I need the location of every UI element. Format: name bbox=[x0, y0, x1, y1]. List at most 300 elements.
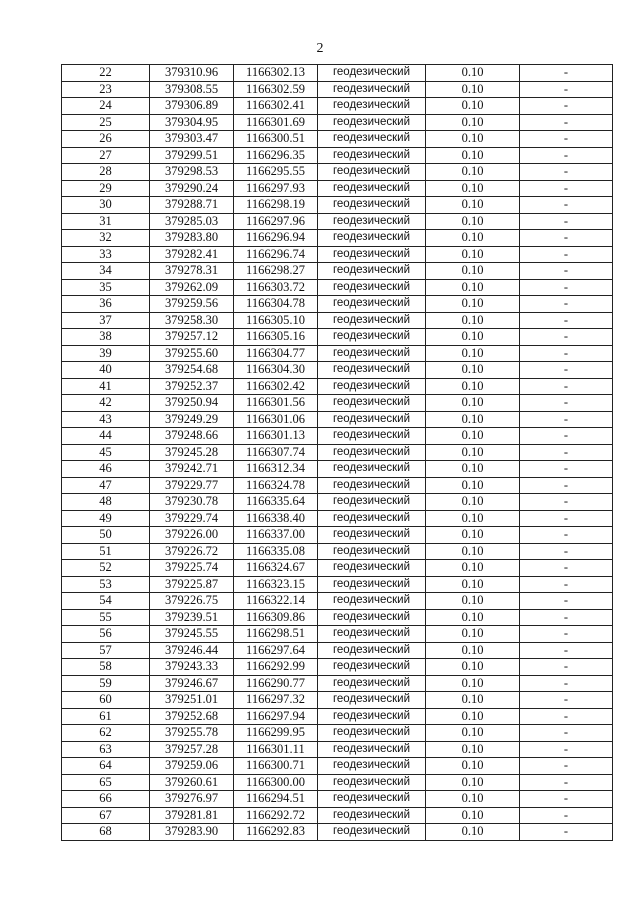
table-row bbox=[62, 98, 613, 115]
method-cell: геодезический bbox=[318, 164, 426, 181]
description-cell: - bbox=[520, 774, 613, 791]
x-coordinate-cell: 379246.67 bbox=[150, 675, 234, 692]
description-cell: - bbox=[520, 230, 613, 247]
coordinates-table-body bbox=[62, 65, 613, 841]
y-coordinate-cell: 1166300.51 bbox=[234, 131, 318, 148]
point-number-cell: 40 bbox=[62, 362, 150, 379]
method-cell: геодезический bbox=[318, 708, 426, 725]
method-cell: геодезический bbox=[318, 395, 426, 412]
point-number-cell: 46 bbox=[62, 461, 150, 478]
description-cell: - bbox=[520, 263, 613, 280]
x-coordinate-cell: 379226.00 bbox=[150, 527, 234, 544]
table-row bbox=[62, 708, 613, 725]
y-coordinate-cell: 1166324.67 bbox=[234, 560, 318, 577]
description-cell: - bbox=[520, 477, 613, 494]
x-coordinate-cell: 379281.81 bbox=[150, 807, 234, 824]
method-cell: геодезический bbox=[318, 477, 426, 494]
accuracy-cell: 0.10 bbox=[426, 626, 520, 643]
method-cell: геодезический bbox=[318, 807, 426, 824]
page-number: 2 bbox=[316, 41, 324, 56]
description-cell: - bbox=[520, 824, 613, 841]
method-cell: геодезический bbox=[318, 560, 426, 577]
point-number-cell: 36 bbox=[62, 296, 150, 313]
point-number-cell: 24 bbox=[62, 98, 150, 115]
point-number-cell: 44 bbox=[62, 428, 150, 445]
method-cell: геодезический bbox=[318, 279, 426, 296]
description-cell: - bbox=[520, 279, 613, 296]
point-number-cell: 68 bbox=[62, 824, 150, 841]
description-cell: - bbox=[520, 197, 613, 214]
table-row bbox=[62, 428, 613, 445]
method-cell: геодезический bbox=[318, 494, 426, 511]
table-row bbox=[62, 609, 613, 626]
description-cell: - bbox=[520, 213, 613, 230]
method-cell: геодезический bbox=[318, 131, 426, 148]
table-row bbox=[62, 824, 613, 841]
x-coordinate-cell: 379310.96 bbox=[150, 65, 234, 82]
y-coordinate-cell: 1166300.71 bbox=[234, 758, 318, 775]
accuracy-cell: 0.10 bbox=[426, 378, 520, 395]
y-coordinate-cell: 1166304.30 bbox=[234, 362, 318, 379]
x-coordinate-cell: 379262.09 bbox=[150, 279, 234, 296]
method-cell: геодезический bbox=[318, 411, 426, 428]
description-cell: - bbox=[520, 345, 613, 362]
table-row bbox=[62, 791, 613, 808]
x-coordinate-cell: 379276.97 bbox=[150, 791, 234, 808]
x-coordinate-cell: 379282.41 bbox=[150, 246, 234, 263]
x-coordinate-cell: 379298.53 bbox=[150, 164, 234, 181]
accuracy-cell: 0.10 bbox=[426, 312, 520, 329]
x-coordinate-cell: 379255.60 bbox=[150, 345, 234, 362]
x-coordinate-cell: 379254.68 bbox=[150, 362, 234, 379]
point-number-cell: 55 bbox=[62, 609, 150, 626]
table-row bbox=[62, 246, 613, 263]
x-coordinate-cell: 379259.06 bbox=[150, 758, 234, 775]
method-cell: геодезический bbox=[318, 593, 426, 610]
method-cell: геодезический bbox=[318, 444, 426, 461]
x-coordinate-cell: 379304.95 bbox=[150, 114, 234, 131]
table-row bbox=[62, 593, 613, 610]
method-cell: геодезический bbox=[318, 626, 426, 643]
accuracy-cell: 0.10 bbox=[426, 527, 520, 544]
x-coordinate-cell: 379225.87 bbox=[150, 576, 234, 593]
point-number-cell: 22 bbox=[62, 65, 150, 82]
point-number-cell: 50 bbox=[62, 527, 150, 544]
method-cell: геодезический bbox=[318, 642, 426, 659]
table-row bbox=[62, 560, 613, 577]
accuracy-cell: 0.10 bbox=[426, 230, 520, 247]
x-coordinate-cell: 379229.77 bbox=[150, 477, 234, 494]
point-number-cell: 59 bbox=[62, 675, 150, 692]
table-row bbox=[62, 378, 613, 395]
table-row bbox=[62, 362, 613, 379]
description-cell: - bbox=[520, 560, 613, 577]
method-cell: геодезический bbox=[318, 543, 426, 560]
table-row bbox=[62, 527, 613, 544]
point-number-cell: 39 bbox=[62, 345, 150, 362]
point-number-cell: 26 bbox=[62, 131, 150, 148]
y-coordinate-cell: 1166324.78 bbox=[234, 477, 318, 494]
table-row bbox=[62, 725, 613, 742]
table-row bbox=[62, 477, 613, 494]
y-coordinate-cell: 1166305.16 bbox=[234, 329, 318, 346]
table-row bbox=[62, 576, 613, 593]
y-coordinate-cell: 1166298.51 bbox=[234, 626, 318, 643]
y-coordinate-cell: 1166296.74 bbox=[234, 246, 318, 263]
accuracy-cell: 0.10 bbox=[426, 296, 520, 313]
accuracy-cell: 0.10 bbox=[426, 345, 520, 362]
table-row bbox=[62, 758, 613, 775]
point-number-cell: 29 bbox=[62, 180, 150, 197]
method-cell: геодезический bbox=[318, 263, 426, 280]
y-coordinate-cell: 1166301.06 bbox=[234, 411, 318, 428]
x-coordinate-cell: 379258.30 bbox=[150, 312, 234, 329]
method-cell: геодезический bbox=[318, 147, 426, 164]
method-cell: геодезический bbox=[318, 180, 426, 197]
x-coordinate-cell: 379278.31 bbox=[150, 263, 234, 280]
table-row bbox=[62, 395, 613, 412]
method-cell: геодезический bbox=[318, 609, 426, 626]
x-coordinate-cell: 379251.01 bbox=[150, 692, 234, 709]
method-cell: геодезический bbox=[318, 213, 426, 230]
accuracy-cell: 0.10 bbox=[426, 593, 520, 610]
point-number-cell: 67 bbox=[62, 807, 150, 824]
point-number-cell: 43 bbox=[62, 411, 150, 428]
description-cell: - bbox=[520, 131, 613, 148]
table-row bbox=[62, 131, 613, 148]
method-cell: геодезический bbox=[318, 510, 426, 527]
table-row bbox=[62, 180, 613, 197]
x-coordinate-cell: 379252.68 bbox=[150, 708, 234, 725]
table-row bbox=[62, 345, 613, 362]
coordinates-table bbox=[61, 64, 613, 841]
accuracy-cell: 0.10 bbox=[426, 81, 520, 98]
y-coordinate-cell: 1166301.69 bbox=[234, 114, 318, 131]
point-number-cell: 30 bbox=[62, 197, 150, 214]
y-coordinate-cell: 1166338.40 bbox=[234, 510, 318, 527]
method-cell: геодезический bbox=[318, 741, 426, 758]
accuracy-cell: 0.10 bbox=[426, 741, 520, 758]
y-coordinate-cell: 1166302.42 bbox=[234, 378, 318, 395]
point-number-cell: 66 bbox=[62, 791, 150, 808]
accuracy-cell: 0.10 bbox=[426, 98, 520, 115]
accuracy-cell: 0.10 bbox=[426, 543, 520, 560]
table-row bbox=[62, 741, 613, 758]
description-cell: - bbox=[520, 147, 613, 164]
y-coordinate-cell: 1166294.51 bbox=[234, 791, 318, 808]
description-cell: - bbox=[520, 494, 613, 511]
point-number-cell: 25 bbox=[62, 114, 150, 131]
point-number-cell: 60 bbox=[62, 692, 150, 709]
table-row bbox=[62, 65, 613, 82]
y-coordinate-cell: 1166302.13 bbox=[234, 65, 318, 82]
accuracy-cell: 0.10 bbox=[426, 708, 520, 725]
point-number-cell: 51 bbox=[62, 543, 150, 560]
x-coordinate-cell: 379257.12 bbox=[150, 329, 234, 346]
x-coordinate-cell: 379255.78 bbox=[150, 725, 234, 742]
description-cell: - bbox=[520, 510, 613, 527]
y-coordinate-cell: 1166301.11 bbox=[234, 741, 318, 758]
point-number-cell: 57 bbox=[62, 642, 150, 659]
table-row bbox=[62, 692, 613, 709]
method-cell: геодезический bbox=[318, 114, 426, 131]
y-coordinate-cell: 1166335.64 bbox=[234, 494, 318, 511]
accuracy-cell: 0.10 bbox=[426, 131, 520, 148]
x-coordinate-cell: 379303.47 bbox=[150, 131, 234, 148]
description-cell: - bbox=[520, 444, 613, 461]
table-row bbox=[62, 659, 613, 676]
accuracy-cell: 0.10 bbox=[426, 444, 520, 461]
description-cell: - bbox=[520, 593, 613, 610]
y-coordinate-cell: 1166292.72 bbox=[234, 807, 318, 824]
description-cell: - bbox=[520, 675, 613, 692]
x-coordinate-cell: 379283.90 bbox=[150, 824, 234, 841]
point-number-cell: 31 bbox=[62, 213, 150, 230]
description-cell: - bbox=[520, 576, 613, 593]
description-cell: - bbox=[520, 296, 613, 313]
accuracy-cell: 0.10 bbox=[426, 197, 520, 214]
point-number-cell: 64 bbox=[62, 758, 150, 775]
table-row bbox=[62, 329, 613, 346]
x-coordinate-cell: 379308.55 bbox=[150, 81, 234, 98]
description-cell: - bbox=[520, 659, 613, 676]
description-cell: - bbox=[520, 461, 613, 478]
y-coordinate-cell: 1166297.64 bbox=[234, 642, 318, 659]
y-coordinate-cell: 1166322.14 bbox=[234, 593, 318, 610]
description-cell: - bbox=[520, 164, 613, 181]
description-cell: - bbox=[520, 741, 613, 758]
x-coordinate-cell: 379285.03 bbox=[150, 213, 234, 230]
method-cell: геодезический bbox=[318, 659, 426, 676]
description-cell: - bbox=[520, 527, 613, 544]
x-coordinate-cell: 379288.71 bbox=[150, 197, 234, 214]
table-row bbox=[62, 461, 613, 478]
x-coordinate-cell: 379248.66 bbox=[150, 428, 234, 445]
table-row bbox=[62, 543, 613, 560]
point-number-cell: 49 bbox=[62, 510, 150, 527]
point-number-cell: 23 bbox=[62, 81, 150, 98]
point-number-cell: 61 bbox=[62, 708, 150, 725]
point-number-cell: 53 bbox=[62, 576, 150, 593]
accuracy-cell: 0.10 bbox=[426, 725, 520, 742]
point-number-cell: 33 bbox=[62, 246, 150, 263]
accuracy-cell: 0.10 bbox=[426, 576, 520, 593]
point-number-cell: 35 bbox=[62, 279, 150, 296]
point-number-cell: 45 bbox=[62, 444, 150, 461]
accuracy-cell: 0.10 bbox=[426, 642, 520, 659]
description-cell: - bbox=[520, 329, 613, 346]
method-cell: геодезический bbox=[318, 378, 426, 395]
description-cell: - bbox=[520, 708, 613, 725]
accuracy-cell: 0.10 bbox=[426, 807, 520, 824]
point-number-cell: 37 bbox=[62, 312, 150, 329]
method-cell: геодезический bbox=[318, 461, 426, 478]
accuracy-cell: 0.10 bbox=[426, 362, 520, 379]
accuracy-cell: 0.10 bbox=[426, 774, 520, 791]
description-cell: - bbox=[520, 626, 613, 643]
accuracy-cell: 0.10 bbox=[426, 510, 520, 527]
x-coordinate-cell: 379299.51 bbox=[150, 147, 234, 164]
y-coordinate-cell: 1166307.74 bbox=[234, 444, 318, 461]
x-coordinate-cell: 379245.55 bbox=[150, 626, 234, 643]
y-coordinate-cell: 1166292.83 bbox=[234, 824, 318, 841]
table-row bbox=[62, 213, 613, 230]
table-row bbox=[62, 312, 613, 329]
point-number-cell: 32 bbox=[62, 230, 150, 247]
method-cell: геодезический bbox=[318, 774, 426, 791]
accuracy-cell: 0.10 bbox=[426, 659, 520, 676]
accuracy-cell: 0.10 bbox=[426, 461, 520, 478]
y-coordinate-cell: 1166337.00 bbox=[234, 527, 318, 544]
y-coordinate-cell: 1166297.94 bbox=[234, 708, 318, 725]
table-row bbox=[62, 444, 613, 461]
x-coordinate-cell: 379260.61 bbox=[150, 774, 234, 791]
description-cell: - bbox=[520, 428, 613, 445]
accuracy-cell: 0.10 bbox=[426, 395, 520, 412]
method-cell: геодезический bbox=[318, 725, 426, 742]
x-coordinate-cell: 379259.56 bbox=[150, 296, 234, 313]
table-row bbox=[62, 279, 613, 296]
description-cell: - bbox=[520, 114, 613, 131]
x-coordinate-cell: 379229.74 bbox=[150, 510, 234, 527]
accuracy-cell: 0.10 bbox=[426, 609, 520, 626]
accuracy-cell: 0.10 bbox=[426, 411, 520, 428]
point-number-cell: 47 bbox=[62, 477, 150, 494]
method-cell: геодезический bbox=[318, 428, 426, 445]
accuracy-cell: 0.10 bbox=[426, 692, 520, 709]
accuracy-cell: 0.10 bbox=[426, 164, 520, 181]
description-cell: - bbox=[520, 362, 613, 379]
description-cell: - bbox=[520, 692, 613, 709]
point-number-cell: 54 bbox=[62, 593, 150, 610]
description-cell: - bbox=[520, 395, 613, 412]
y-coordinate-cell: 1166312.34 bbox=[234, 461, 318, 478]
point-number-cell: 56 bbox=[62, 626, 150, 643]
y-coordinate-cell: 1166300.00 bbox=[234, 774, 318, 791]
point-number-cell: 63 bbox=[62, 741, 150, 758]
description-cell: - bbox=[520, 312, 613, 329]
method-cell: геодезический bbox=[318, 576, 426, 593]
point-number-cell: 42 bbox=[62, 395, 150, 412]
accuracy-cell: 0.10 bbox=[426, 329, 520, 346]
table-row bbox=[62, 114, 613, 131]
y-coordinate-cell: 1166302.59 bbox=[234, 81, 318, 98]
y-coordinate-cell: 1166304.78 bbox=[234, 296, 318, 313]
method-cell: геодезический bbox=[318, 692, 426, 709]
accuracy-cell: 0.10 bbox=[426, 114, 520, 131]
description-cell: - bbox=[520, 543, 613, 560]
description-cell: - bbox=[520, 725, 613, 742]
description-cell: - bbox=[520, 378, 613, 395]
table-row bbox=[62, 411, 613, 428]
table-row bbox=[62, 81, 613, 98]
y-coordinate-cell: 1166309.86 bbox=[234, 609, 318, 626]
table-row bbox=[62, 642, 613, 659]
accuracy-cell: 0.10 bbox=[426, 428, 520, 445]
table-row bbox=[62, 147, 613, 164]
description-cell: - bbox=[520, 807, 613, 824]
table-row bbox=[62, 510, 613, 527]
description-cell: - bbox=[520, 246, 613, 263]
y-coordinate-cell: 1166301.13 bbox=[234, 428, 318, 445]
table-row bbox=[62, 296, 613, 313]
accuracy-cell: 0.10 bbox=[426, 824, 520, 841]
accuracy-cell: 0.10 bbox=[426, 791, 520, 808]
table-row bbox=[62, 774, 613, 791]
method-cell: геодезический bbox=[318, 675, 426, 692]
method-cell: геодезический bbox=[318, 296, 426, 313]
y-coordinate-cell: 1166301.56 bbox=[234, 395, 318, 412]
y-coordinate-cell: 1166303.72 bbox=[234, 279, 318, 296]
method-cell: геодезический bbox=[318, 230, 426, 247]
description-cell: - bbox=[520, 81, 613, 98]
y-coordinate-cell: 1166323.15 bbox=[234, 576, 318, 593]
y-coordinate-cell: 1166296.94 bbox=[234, 230, 318, 247]
accuracy-cell: 0.10 bbox=[426, 147, 520, 164]
method-cell: геодезический bbox=[318, 197, 426, 214]
description-cell: - bbox=[520, 791, 613, 808]
table-row bbox=[62, 164, 613, 181]
table-row bbox=[62, 494, 613, 511]
x-coordinate-cell: 379249.29 bbox=[150, 411, 234, 428]
method-cell: геодезический bbox=[318, 65, 426, 82]
point-number-cell: 48 bbox=[62, 494, 150, 511]
table-row bbox=[62, 675, 613, 692]
y-coordinate-cell: 1166298.27 bbox=[234, 263, 318, 280]
accuracy-cell: 0.10 bbox=[426, 279, 520, 296]
x-coordinate-cell: 379225.74 bbox=[150, 560, 234, 577]
description-cell: - bbox=[520, 642, 613, 659]
x-coordinate-cell: 379306.89 bbox=[150, 98, 234, 115]
point-number-cell: 52 bbox=[62, 560, 150, 577]
accuracy-cell: 0.10 bbox=[426, 560, 520, 577]
table-row bbox=[62, 626, 613, 643]
x-coordinate-cell: 379252.37 bbox=[150, 378, 234, 395]
accuracy-cell: 0.10 bbox=[426, 477, 520, 494]
accuracy-cell: 0.10 bbox=[426, 494, 520, 511]
y-coordinate-cell: 1166299.95 bbox=[234, 725, 318, 742]
accuracy-cell: 0.10 bbox=[426, 213, 520, 230]
y-coordinate-cell: 1166290.77 bbox=[234, 675, 318, 692]
point-number-cell: 28 bbox=[62, 164, 150, 181]
y-coordinate-cell: 1166302.41 bbox=[234, 98, 318, 115]
x-coordinate-cell: 379243.33 bbox=[150, 659, 234, 676]
method-cell: геодезический bbox=[318, 312, 426, 329]
y-coordinate-cell: 1166298.19 bbox=[234, 197, 318, 214]
method-cell: геодезический bbox=[318, 329, 426, 346]
description-cell: - bbox=[520, 98, 613, 115]
x-coordinate-cell: 379290.24 bbox=[150, 180, 234, 197]
description-cell: - bbox=[520, 180, 613, 197]
method-cell: геодезический bbox=[318, 791, 426, 808]
point-number-cell: 65 bbox=[62, 774, 150, 791]
point-number-cell: 34 bbox=[62, 263, 150, 280]
method-cell: геодезический bbox=[318, 527, 426, 544]
accuracy-cell: 0.10 bbox=[426, 246, 520, 263]
x-coordinate-cell: 379245.28 bbox=[150, 444, 234, 461]
description-cell: - bbox=[520, 411, 613, 428]
y-coordinate-cell: 1166297.32 bbox=[234, 692, 318, 709]
x-coordinate-cell: 379239.51 bbox=[150, 609, 234, 626]
x-coordinate-cell: 379242.71 bbox=[150, 461, 234, 478]
y-coordinate-cell: 1166296.35 bbox=[234, 147, 318, 164]
method-cell: геодезический bbox=[318, 758, 426, 775]
method-cell: геодезический bbox=[318, 824, 426, 841]
method-cell: геодезический bbox=[318, 98, 426, 115]
y-coordinate-cell: 1166304.77 bbox=[234, 345, 318, 362]
x-coordinate-cell: 379230.78 bbox=[150, 494, 234, 511]
x-coordinate-cell: 379226.72 bbox=[150, 543, 234, 560]
